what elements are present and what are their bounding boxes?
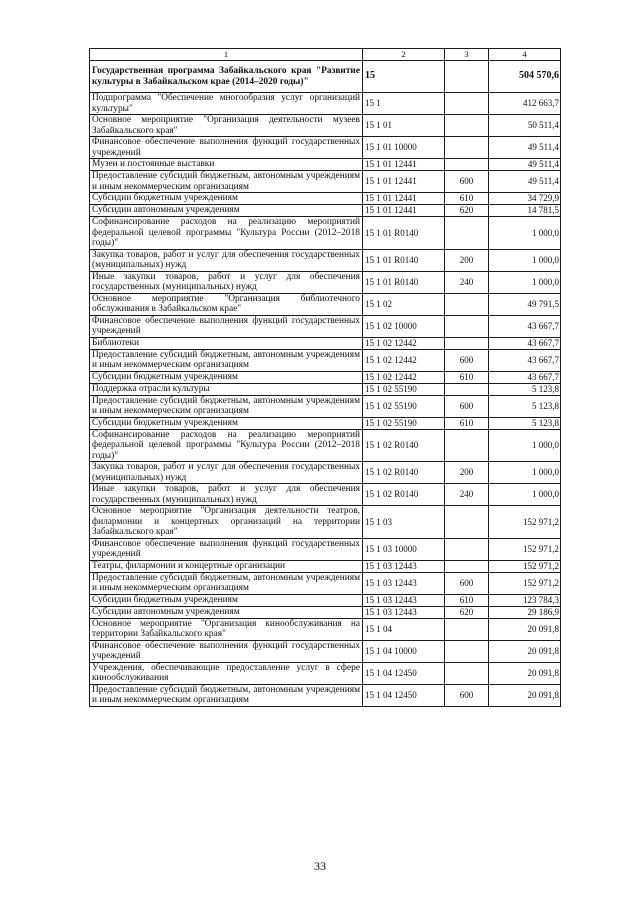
row-expense-type: 600 — [445, 171, 489, 193]
row-name: Субсидии бюджетным учреждениям — [90, 371, 363, 383]
row-amount: 29 186,9 — [489, 606, 561, 618]
row-name: Основное мероприятие "Организация деятельности театров, филармонии и концертных организаций на территории Забайкальского края" — [90, 506, 363, 539]
row-expense-type — [445, 115, 489, 137]
table-row — [90, 506, 561, 539]
row-name: Софинансирование расходов на реализацию мероприятий федеральной целевой программы "Культура России (2012–2018 годы)" — [90, 429, 363, 462]
row-name: Государственная программа Забайкальского края "Развитие культуры в Забайкальском крае (2014–2020 годы)" — [90, 61, 363, 93]
row-expense-type — [445, 293, 489, 315]
row-amount: 14 781,5 — [489, 205, 561, 217]
table-row — [90, 61, 561, 93]
row-expense-type: 200 — [445, 462, 489, 484]
row-expense-type — [445, 538, 489, 560]
table-row — [90, 417, 561, 429]
row-amount: 1 000,0 — [489, 249, 561, 271]
row-amount: 43 667,7 — [489, 315, 561, 337]
row-name: Основное мероприятие "Организация кинообслуживания на территории Забайкальского края" — [90, 618, 363, 640]
row-expense-type — [445, 159, 489, 171]
row-expense-type — [445, 383, 489, 395]
table-row — [90, 484, 561, 506]
row-code: 15 1 01 12441 — [363, 205, 445, 217]
row-code: 15 1 03 12443 — [363, 606, 445, 618]
row-amount: 20 091,8 — [489, 618, 561, 640]
row-expense-type — [445, 640, 489, 662]
row-expense-type — [445, 506, 489, 539]
row-expense-type — [445, 217, 489, 250]
row-expense-type: 620 — [445, 205, 489, 217]
row-code: 15 1 01 10000 — [363, 137, 445, 159]
row-amount: 50 511,4 — [489, 115, 561, 137]
row-code: 15 1 02 R0140 — [363, 462, 445, 484]
table-row — [90, 349, 561, 371]
table-row — [90, 171, 561, 193]
row-name: Финансовое обеспечение выполнения функций государственных учреждений — [90, 640, 363, 662]
row-expense-type — [445, 662, 489, 684]
row-code: 15 1 03 12443 — [363, 594, 445, 606]
row-name: Финансовое обеспечение выполнения функций государственных учреждений — [90, 538, 363, 560]
row-amount: 123 784,3 — [489, 594, 561, 606]
row-expense-type: 600 — [445, 572, 489, 594]
row-code: 15 1 01 12441 — [363, 193, 445, 205]
table-row — [90, 159, 561, 171]
table-row — [90, 572, 561, 594]
table-row — [90, 315, 561, 337]
row-expense-type — [445, 429, 489, 462]
row-name: Субсидии автономным учреждениям — [90, 205, 363, 217]
row-amount: 49 511,4 — [489, 137, 561, 159]
row-name: Предоставление субсидий бюджетным, автономным учреждениям и иным некоммерческим организациям — [90, 684, 363, 706]
row-name: Иные закупки товаров, работ и услуг для обеспечения государственных (муниципальных) нужд — [90, 484, 363, 506]
row-name: Поддержка отрасли культуры — [90, 383, 363, 395]
table-header-row — [90, 49, 561, 61]
row-name: Предоставление субсидий бюджетным, автономным учреждениям и иным некоммерческим организациям — [90, 171, 363, 193]
row-code: 15 1 01 12441 — [363, 171, 445, 193]
row-amount: 20 091,8 — [489, 662, 561, 684]
row-amount: 5 123,8 — [489, 395, 561, 417]
row-expense-type — [445, 618, 489, 640]
row-name: Учреждения, обеспечивающие предоставление услуг в сфере кинообслуживания — [90, 662, 363, 684]
row-amount: 43 667,7 — [489, 337, 561, 349]
table-row — [90, 383, 561, 395]
row-code: 15 1 02 55190 — [363, 395, 445, 417]
row-code: 15 1 01 R0140 — [363, 271, 445, 293]
row-expense-type: 200 — [445, 249, 489, 271]
row-amount: 1 000,0 — [489, 217, 561, 250]
row-code: 15 1 — [363, 93, 445, 115]
row-expense-type: 240 — [445, 484, 489, 506]
table-row — [90, 462, 561, 484]
row-code: 15 1 02 12442 — [363, 349, 445, 371]
row-expense-type — [445, 93, 489, 115]
row-code: 15 1 01 R0140 — [363, 249, 445, 271]
row-amount: 152 971,2 — [489, 572, 561, 594]
row-expense-type — [445, 337, 489, 349]
table-row — [90, 93, 561, 115]
row-expense-type: 240 — [445, 271, 489, 293]
table-row — [90, 429, 561, 462]
row-code: 15 1 03 12443 — [363, 572, 445, 594]
row-code: 15 1 03 12443 — [363, 560, 445, 572]
table-row — [90, 684, 561, 706]
row-code: 15 1 02 55190 — [363, 383, 445, 395]
row-code: 15 1 02 R0140 — [363, 484, 445, 506]
row-amount: 152 971,2 — [489, 560, 561, 572]
row-expense-type: 610 — [445, 193, 489, 205]
row-name: Субсидии бюджетным учреждениям — [90, 594, 363, 606]
row-amount: 152 971,2 — [489, 506, 561, 539]
row-code: 15 1 02 12442 — [363, 371, 445, 383]
table-row — [90, 371, 561, 383]
table-row — [90, 137, 561, 159]
table-row — [90, 395, 561, 417]
row-name: Закупка товаров, работ и услуг для обеспечения государственных (муниципальных) нужд — [90, 462, 363, 484]
row-expense-type: 600 — [445, 349, 489, 371]
row-code: 15 1 02 R0140 — [363, 429, 445, 462]
row-code: 15 1 02 — [363, 293, 445, 315]
row-name: Подпрограмма "Обеспечение многообразия услуг организаций культуры" — [90, 93, 363, 115]
row-expense-type: 610 — [445, 594, 489, 606]
row-amount: 1 000,0 — [489, 271, 561, 293]
row-expense-type — [445, 560, 489, 572]
row-amount: 504 570,6 — [489, 61, 561, 93]
table-row — [90, 606, 561, 618]
row-expense-type: 620 — [445, 606, 489, 618]
row-expense-type: 610 — [445, 417, 489, 429]
row-code: 15 1 02 10000 — [363, 315, 445, 337]
header-cell-2: 2 — [363, 49, 445, 61]
row-name: Финансовое обеспечение выполнения функций государственных учреждений — [90, 315, 363, 337]
page-number: 33 — [314, 859, 326, 873]
row-code: 15 1 01 R0140 — [363, 217, 445, 250]
table-row — [90, 293, 561, 315]
row-name: Закупка товаров, работ и услуг для обеспечения государственных (муниципальных) нужд — [90, 249, 363, 271]
header-cell-3: 3 — [445, 49, 489, 61]
table-row — [90, 560, 561, 572]
row-code: 15 1 03 10000 — [363, 538, 445, 560]
row-expense-type — [445, 315, 489, 337]
row-amount: 152 971,2 — [489, 538, 561, 560]
row-name: Субсидии бюджетным учреждениям — [90, 417, 363, 429]
row-expense-type: 600 — [445, 395, 489, 417]
row-amount: 49 511,4 — [489, 159, 561, 171]
row-name: Предоставление субсидий бюджетным, автономным учреждениям и иным некоммерческим организациям — [90, 349, 363, 371]
row-code: 15 — [363, 61, 445, 93]
table-row — [90, 538, 561, 560]
row-amount: 43 667,7 — [489, 371, 561, 383]
row-amount: 43 667,7 — [489, 349, 561, 371]
row-amount: 1 000,0 — [489, 484, 561, 506]
row-name: Субсидии автономным учреждениям — [90, 606, 363, 618]
row-amount: 34 729,9 — [489, 193, 561, 205]
row-amount: 20 091,8 — [489, 640, 561, 662]
table-row — [90, 271, 561, 293]
row-code: 15 1 01 — [363, 115, 445, 137]
table-row — [90, 193, 561, 205]
row-name: Библиотеки — [90, 337, 363, 349]
budget-table — [89, 48, 561, 707]
row-code: 15 1 03 — [363, 506, 445, 539]
row-code: 15 1 01 12441 — [363, 159, 445, 171]
row-amount: 1 000,0 — [489, 462, 561, 484]
row-code: 15 1 04 — [363, 618, 445, 640]
row-expense-type: 600 — [445, 684, 489, 706]
table-row — [90, 249, 561, 271]
row-code: 15 1 02 12442 — [363, 337, 445, 349]
row-name: Музеи и постоянные выставки — [90, 159, 363, 171]
row-name: Предоставление субсидий бюджетным, автономным учреждениям и иным некоммерческим организациям — [90, 572, 363, 594]
table-row — [90, 205, 561, 217]
row-name: Основное мероприятие "Организация библиотечного обслуживания в Забайкальском крае" — [90, 293, 363, 315]
table-row — [90, 337, 561, 349]
row-name: Софинансирование расходов на реализацию мероприятий федеральной целевой программы "Культура России (2012–2018 годы)" — [90, 217, 363, 250]
row-amount: 5 123,8 — [489, 417, 561, 429]
row-name: Основное мероприятие "Организация деятельности музеев Забайкальского края" — [90, 115, 363, 137]
row-name: Иные закупки товаров, работ и услуг для обеспечения государственных (муниципальных) нужд — [90, 271, 363, 293]
row-amount: 412 663,7 — [489, 93, 561, 115]
row-amount: 1 000,0 — [489, 429, 561, 462]
table-row — [90, 618, 561, 640]
row-amount: 5 123,8 — [489, 383, 561, 395]
table-row — [90, 640, 561, 662]
header-cell-4: 4 — [489, 49, 561, 61]
row-code: 15 1 04 10000 — [363, 640, 445, 662]
row-name: Субсидии бюджетным учреждениям — [90, 193, 363, 205]
row-amount: 20 091,8 — [489, 684, 561, 706]
row-name: Предоставление субсидий бюджетным, автономным учреждениям и иным некоммерческим организациям — [90, 395, 363, 417]
row-amount: 49 511,4 — [489, 171, 561, 193]
row-amount: 49 791,5 — [489, 293, 561, 315]
row-code: 15 1 02 55190 — [363, 417, 445, 429]
row-expense-type: 610 — [445, 371, 489, 383]
row-name: Театры, филармонии и концертные организации — [90, 560, 363, 572]
header-cell-1: 1 — [90, 49, 363, 61]
row-name: Финансовое обеспечение выполнения функций государственных учреждений — [90, 137, 363, 159]
row-expense-type — [445, 61, 489, 93]
table-row — [90, 115, 561, 137]
row-code: 15 1 04 12450 — [363, 684, 445, 706]
row-expense-type — [445, 137, 489, 159]
table-row — [90, 662, 561, 684]
table-body — [90, 61, 561, 707]
table-row — [90, 594, 561, 606]
row-code: 15 1 04 12450 — [363, 662, 445, 684]
table-row — [90, 217, 561, 250]
